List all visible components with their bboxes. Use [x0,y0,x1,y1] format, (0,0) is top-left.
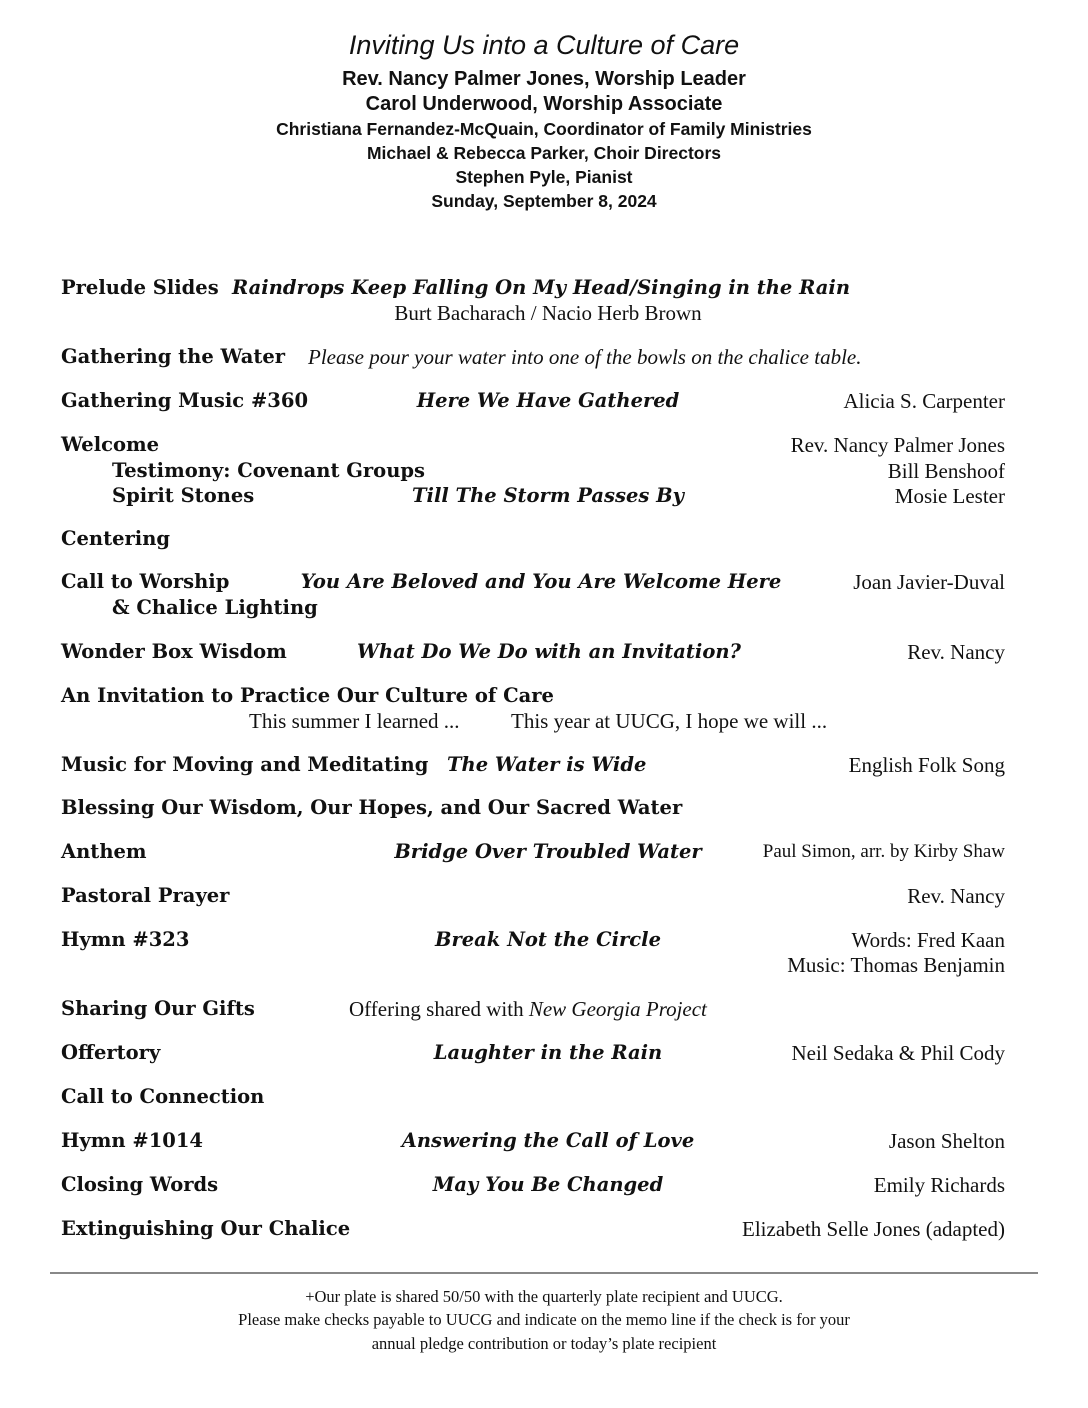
invitation-prompt-1: This summer I learned ... [249,709,460,733]
service-date: Sunday, September 8, 2024 [431,191,657,211]
hymn-323-label: Hymn #323 [61,928,190,951]
hymn-323-title: Break Not the Circle [435,928,661,951]
blessing-label: Blessing Our Wisdom, Our Hopes, and Our Sacred Water [61,796,683,819]
chalice-lighting-label: & Chalice Lighting [112,596,318,619]
gathering-music-title: Here We Have Gathered [416,389,680,412]
spirit-stones-credit: Mosie Lester [894,484,1005,508]
offertory-credit: Neil Sedaka & Phil Cody [791,1041,1005,1065]
testimony-label: Testimony: Covenant Groups [112,459,425,482]
closing-words-credit: Emily Richards [873,1173,1005,1197]
hymn-1014-credit: Jason Shelton [888,1129,1005,1153]
welcome-label: Welcome [61,433,160,456]
spirit-stones-title: Till The Storm Passes By [412,484,684,507]
sharing-gifts-note-text: Offering shared with [349,997,529,1021]
footer-checks-note: Please make checks payable to UUCG and indicate on the memo line if the check is for your [238,1310,850,1329]
call-to-worship-label: Call to Worship [61,570,230,593]
centering-label: Centering [61,527,171,550]
prelude-label: Prelude Slides [61,276,219,299]
footer-pledge-note: annual pledge contribution or today’s plate recipient [371,1334,717,1353]
worship-associate: Carol Underwood, Worship Associate [365,93,723,115]
extinguishing-label: Extinguishing Our Chalice [61,1217,351,1240]
welcome-credit: Rev. Nancy Palmer Jones [790,433,1005,457]
footer-plate-note: +Our plate is shared 50/50 with the quarterly plate recipient and UUCG. [305,1287,783,1306]
footer-divider [50,1272,1038,1274]
gathering-music-credit: Alicia S. Carpenter [843,389,1005,413]
extinguishing-credit: Elizabeth Selle Jones (adapted) [742,1217,1005,1241]
closing-words-label: Closing Words [61,1173,219,1196]
anthem-title: Bridge Over Troubled Water [394,840,702,863]
pastoral-prayer-credit: Rev. Nancy [907,884,1005,908]
music-moving-credit: English Folk Song [848,753,1005,777]
call-to-worship-credit: Joan Javier-Duval [853,570,1005,594]
gathering-music-label: Gathering Music #360 [61,389,309,412]
anthem-label: Anthem [61,840,147,863]
hymn-1014-label: Hymn #1014 [61,1129,203,1152]
prelude-title: Raindrops Keep Falling On My Head/Singing in the Rain [232,276,851,299]
call-connection-label: Call to Connection [61,1085,265,1108]
choir-directors: Michael & Rebecca Parker, Choir Directors [366,143,722,163]
gathering-water-note: Please pour your water into one of the bowls on the chalice table. [308,345,862,369]
invitation-prompt-2: This year at UUCG, I hope we will ... [511,709,828,733]
offertory-label: Offertory [61,1041,161,1064]
sharing-gifts-note [349,997,707,1021]
closing-words-title: May You Be Changed [432,1173,664,1196]
hymn-323-words-credit: Words: Fred Kaan [851,928,1005,952]
wonder-box-label: Wonder Box Wisdom [61,640,287,663]
worship-leader: Rev. Nancy Palmer Jones, Worship Leader [342,68,746,90]
call-to-worship-title: You Are Beloved and You Are Welcome Here [300,570,782,593]
offertory-title: Laughter in the Rain [433,1041,663,1064]
gathering-water-label: Gathering the Water [61,345,286,368]
spirit-stones-label: Spirit Stones [112,484,255,507]
hymn-1014-title: Answering the Call of Love [401,1129,695,1152]
testimony-credit: Bill Benshoof [887,459,1005,483]
prelude-credit: Burt Bacharach / Nacio Herb Brown [394,301,702,325]
anthem-credit: Paul Simon, arr. by Kirby Shaw [762,841,1005,862]
sharing-gifts-label: Sharing Our Gifts [61,997,255,1020]
pianist: Stephen Pyle, Pianist [455,167,633,187]
hymn-323-music-credit: Music: Thomas Benjamin [787,953,1005,977]
invitation-label: An Invitation to Practice Our Culture of Care [61,684,554,707]
music-moving-title: The Water is Wide [447,753,647,776]
family-ministries-coordinator: Christiana Fernandez-McQuain, Coordinator of Family Ministries [276,119,812,139]
sharing-gifts-recipient: New Georgia Project [528,997,707,1021]
page-title: Inviting Us into a Culture of Care [348,30,740,60]
wonder-box-credit: Rev. Nancy [907,640,1005,664]
music-moving-label: Music for Moving and Meditating [61,753,429,776]
pastoral-prayer-label: Pastoral Prayer [61,884,230,907]
wonder-box-title: What Do We Do with an Invitation? [357,640,741,663]
